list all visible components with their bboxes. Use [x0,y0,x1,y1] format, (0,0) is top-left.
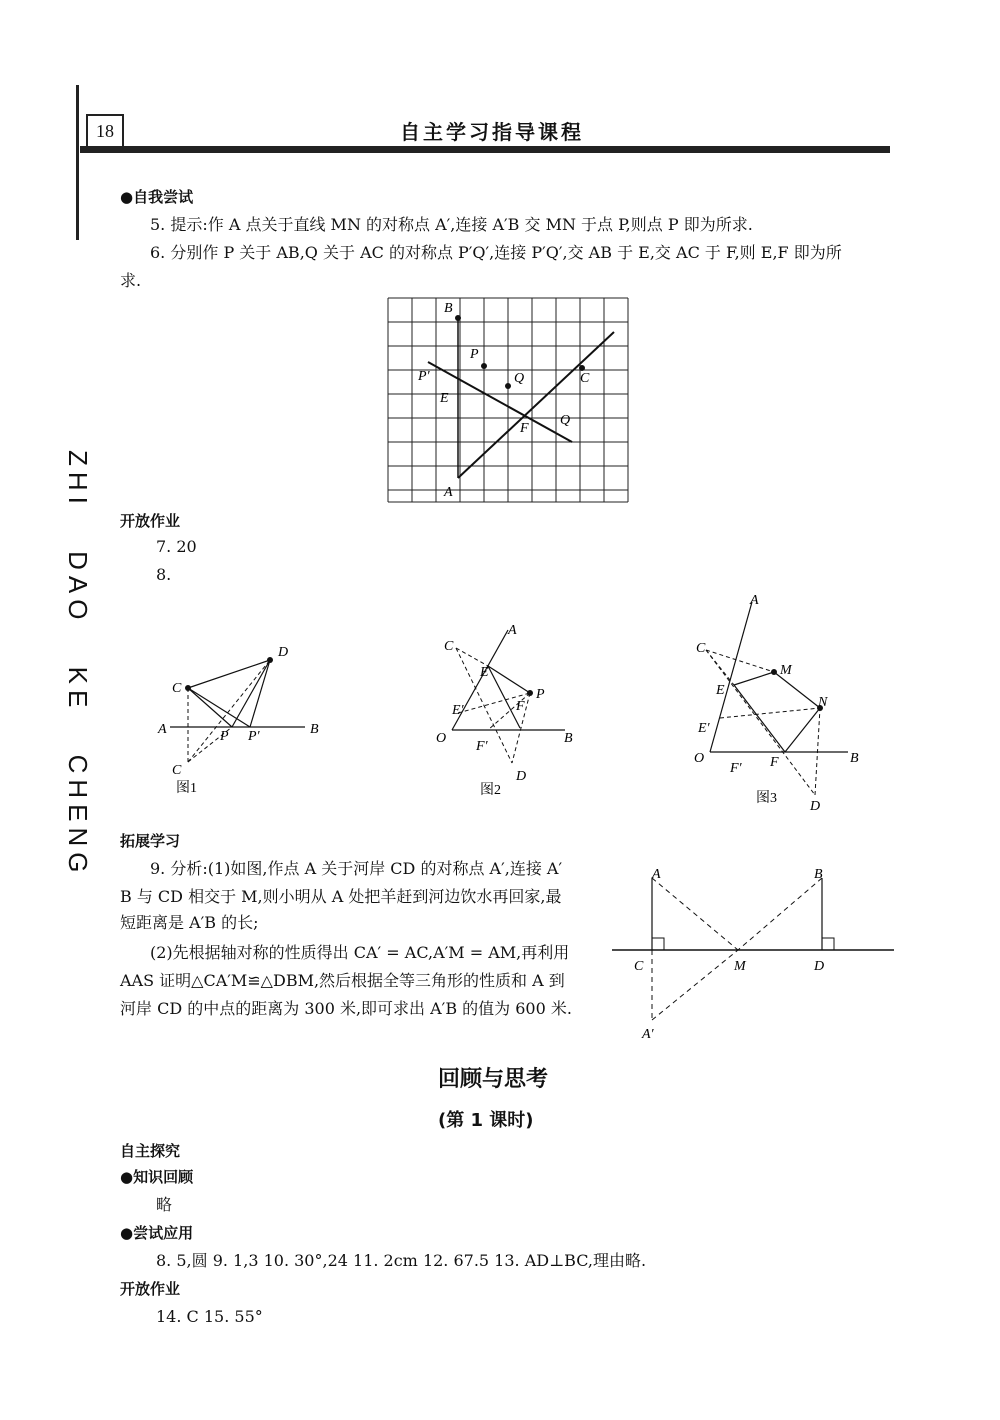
open-hw2-heading: 开放作业 [120,1280,181,1298]
label-Q2: Q [560,413,571,428]
label-B: B [444,301,453,316]
line-PprimeQprime [428,362,572,442]
point-Q [505,383,511,389]
extend-heading: 拓展学习 [120,832,181,850]
fig3-caption: 图3 [756,791,777,806]
q9-line1: 9. 分析:(1)如图,作点 A 关于河岸 CD 的对称点 A′,连接 A′ [150,859,563,878]
q9-line3: 短距离是 A′B 的长; [120,913,259,932]
knowledge-text: 略 [156,1195,173,1214]
header-rule [80,146,890,153]
fig1-label-B: B [310,722,319,737]
q9-line5: AAS 证明△CA′M≌△DBM,然后根据全等三角形的性质和 A 到 [120,971,565,990]
fig2-label-C: C [444,639,454,654]
fig3-label-B: B [850,751,859,766]
fig3-label-O: O [694,751,705,766]
margin-line [76,85,79,240]
fig3-label-A: A [750,593,759,608]
fig3-label-Fprime: F′ [730,761,742,776]
review-title: 回顾与思考 [438,1067,549,1092]
open-hw2-text: 14. C 15. 55° [156,1307,263,1326]
q9-line6: 河岸 CD 的中点的距离为 300 米,即可求出 A′B 的值为 600 米. [120,999,572,1018]
open-hw-heading: 开放作业 [120,512,181,530]
fig2-label-F: F [516,699,525,714]
knowledge-heading: ●知识回顾 [120,1168,194,1186]
side-label: ZHI DAO KE CHENG [63,450,93,879]
point-P [481,363,487,369]
fig2-label-Fprime: F′ [476,739,488,754]
fig2-label-O: O [436,731,447,746]
fig2-caption: 图2 [480,783,501,798]
label-C: C [580,371,590,386]
fig1-label-A: A [158,722,167,737]
q7-answer: 7. 20 [156,537,197,556]
q5-text: 5. 提示:作 A 点关于直线 MN 的对称点 A′,连接 A′B 交 MN 于点 P,则点 P 即为所求. [150,215,753,234]
river-figure [608,858,898,1048]
page-number: 18 [86,114,124,148]
fig1-label-Pprime: P′ [248,729,260,744]
q9-line2: B 与 CD 相交于 M,则小明从 A 处把羊赶到河边饮水再回家,最 [120,887,562,906]
label-Pprime: P′ [418,369,430,384]
fig2-label-D: D [516,769,527,784]
apply-heading: ●尝试应用 [120,1224,194,1242]
header-title: 自主学习指导课程 [400,120,584,144]
label-E: E [440,391,449,406]
fig3-label-Eprime: E′ [698,721,710,736]
review-subtitle: (第 1 课时) [438,1110,534,1131]
fig1-label-C: C [172,681,182,696]
fig3-label-E: E [716,683,725,698]
q9-line4: (2)先根据轴对称的性质得出 CA′ = AC,A′M = AM,再利用 [150,943,570,962]
fig1-label-D: D [278,645,289,660]
figure-1 [150,640,330,800]
fig3-label-D: D [810,799,821,814]
self-try-heading: ●自我尝试 [120,188,194,206]
river-label-D: D [814,959,825,974]
river-label-C: C [634,959,644,974]
river-label-A: A [652,867,661,882]
label-A: A [444,485,453,500]
fig3-label-C: C [696,641,706,656]
fig2-label-E: E [480,665,489,680]
figure-3 [690,590,870,815]
grid-lines [388,298,628,502]
line-AC [458,332,614,478]
q8-label: 8. [156,565,172,584]
fig3-label-N: N [818,695,828,710]
river-label-B: B [814,867,823,882]
fig2-label-P: P [536,687,545,702]
fig1-label-C2: C [172,763,182,778]
point-B [455,315,461,321]
apply-text: 8. 5,圆 9. 1,3 10. 30°,24 11. 2cm 12. 67.5 13. AD⊥BC,理由略. [156,1251,647,1270]
fig2-label-B: B [564,731,573,746]
river-label-Aprime: A′ [642,1027,654,1042]
fig3-label-M: M [780,663,792,678]
q6-text-line2: 求. [120,271,142,290]
river-label-M: M [734,959,746,974]
fig1-label-P: P [220,729,229,744]
label-Q: Q [514,371,525,386]
fig2-label-A: A [508,623,517,638]
label-P: P [470,347,479,362]
fig1-caption: 图1 [176,781,197,796]
q6-text-line1: 6. 分别作 P 关于 AB,Q 关于 AC 的对称点 P′Q′,连接 P′Q′,交 AB 于 E,交 AC 于 F,则 E,F 即为所 [150,243,842,262]
fig2-label-Eprime: E′ [452,703,464,718]
explore-heading: 自主探究 [120,1142,181,1160]
label-F: F [520,421,529,436]
grid-figure [380,290,640,510]
fig3-label-F: F [770,755,779,770]
figure-2 [430,618,590,798]
